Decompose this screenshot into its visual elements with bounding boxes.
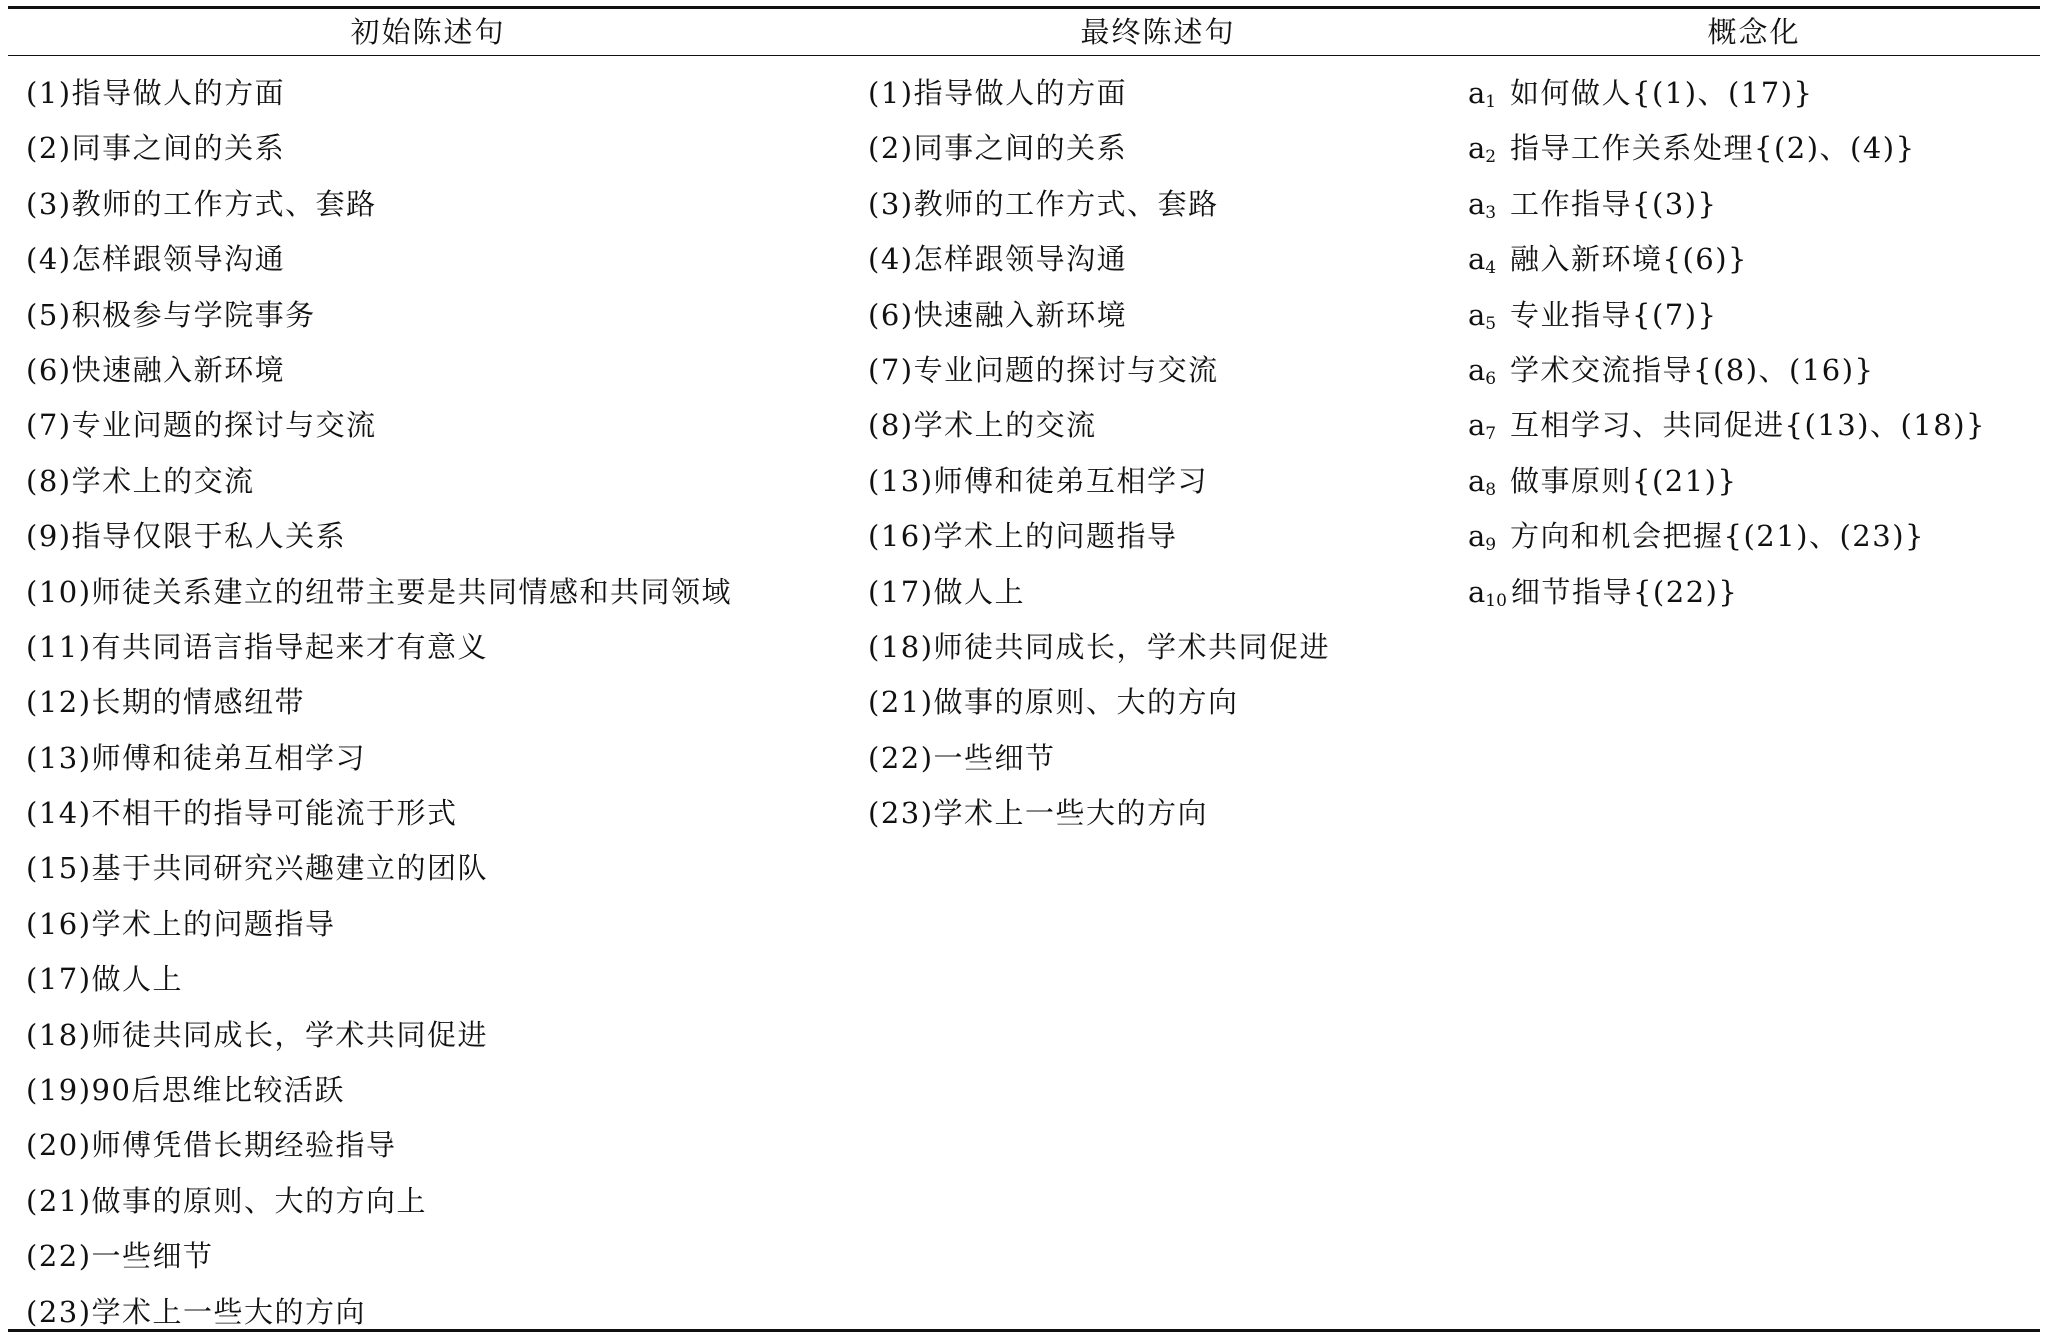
concept-code — [1468, 123, 1506, 182]
final-statements-column — [868, 68, 1468, 843]
concept-code — [1468, 345, 1506, 404]
concept-code-subscript: 2 — [1485, 147, 1497, 168]
initial-statement-row: (14)不相干的指导可能流于形式 — [26, 796, 458, 831]
concept-label: 方向和机会把握{(21)、(23)} — [1510, 519, 1925, 554]
concept-row — [1468, 567, 2040, 622]
concept-code — [1468, 179, 1506, 238]
initial-statement-row: (10)师徒关系建立的纽带主要是共同情感和共同领域 — [26, 574, 733, 609]
final-statement-row: (8)学术上的交流 — [868, 408, 1097, 443]
final-statement-row: (4)怎样跟领导沟通 — [868, 242, 1128, 277]
initial-statement-row: (8)学术上的交流 — [26, 463, 255, 498]
concept-row — [1468, 179, 2040, 234]
concept-code-letter: a — [1468, 76, 1486, 110]
concept-code — [1468, 511, 1506, 570]
concept-code-subscript: 6 — [1485, 368, 1497, 389]
table-top-rule — [8, 6, 2040, 9]
final-statement-row: (13)师傅和徒弟互相学习 — [868, 463, 1209, 498]
concept-row — [1468, 400, 2040, 455]
concept-code-letter: a — [1468, 186, 1486, 221]
initial-statement-row: (20)师傅凭借长期经验指导 — [26, 1128, 397, 1163]
concept-label: 做事原则{(21)} — [1510, 463, 1738, 498]
final-statement-row: (1)指导做人的方面 — [868, 76, 1128, 110]
initial-statement-row: (1)指导做人的方面 — [26, 76, 286, 110]
table-header-rule — [8, 55, 2040, 56]
concept-row — [1468, 511, 2040, 566]
final-statement-row: (22)一些细节 — [868, 740, 1056, 775]
concept-code-subscript: 9 — [1485, 535, 1497, 556]
initial-statement-row: (18)师徒共同成长，学术共同促进 — [26, 1017, 489, 1052]
initial-statement-row: (13)师傅和徒弟互相学习 — [26, 740, 367, 775]
concept-code-subscript: 8 — [1485, 479, 1497, 500]
concept-code-subscript: 4 — [1485, 258, 1497, 279]
final-statement-row: (18)师徒共同成长，学术共同促进 — [868, 629, 1331, 664]
initial-statement-row: (6)快速融入新环境 — [26, 352, 286, 387]
concept-code-letter: a — [1468, 131, 1486, 166]
concept-row — [1468, 234, 2040, 289]
concept-code-subscript: 5 — [1485, 313, 1497, 334]
final-statement-row: (7)专业问题的探讨与交流 — [868, 352, 1219, 387]
initial-statement-row: (4)怎样跟领导沟通 — [26, 242, 286, 277]
concept-code-letter: a — [1468, 408, 1486, 443]
initial-statement-row: (21)做事的原则、大的方向上 — [26, 1183, 428, 1218]
concept-code-subscript: 3 — [1485, 202, 1497, 223]
table-bottom-rule — [8, 1329, 2040, 1332]
concept-code-letter: a — [1468, 242, 1486, 277]
concept-code-letter: a — [1468, 297, 1486, 332]
concept-label: 工作指导{(3)} — [1510, 186, 1718, 221]
final-statement-row: (23)学术上一些大的方向 — [868, 796, 1209, 831]
concept-label: 指导工作关系处理{(2)、(4)} — [1510, 131, 1916, 166]
concepts-column — [1468, 68, 2040, 622]
concept-code — [1468, 456, 1506, 515]
header-final-statements: 最终陈述句 — [1080, 15, 1236, 49]
initial-statement-row: (22)一些细节 — [26, 1239, 214, 1274]
initial-statement-row: (23)学术上一些大的方向 — [26, 1294, 367, 1329]
initial-statement-row: (7)专业问题的探讨与交流 — [26, 408, 377, 443]
concept-label: 细节指导{(22)} — [1510, 574, 1739, 609]
concept-code — [1468, 290, 1506, 349]
concept-table — [8, 6, 2040, 1332]
concept-row — [1468, 456, 2040, 511]
concept-code — [1468, 68, 1506, 127]
header-initial-statements: 初始陈述句 — [350, 15, 506, 49]
concept-label: 学术交流指导{(8)、(16)} — [1510, 352, 1875, 387]
concept-code-subscript: 10 — [1485, 590, 1507, 611]
concept-code — [1468, 567, 1507, 626]
initial-statement-row: (11)有共同语言指导起来才有意义 — [26, 629, 489, 664]
concept-code — [1468, 234, 1506, 293]
initial-statement-row: (15)基于共同研究兴趣建立的团队 — [26, 851, 489, 886]
initial-statements-column — [26, 68, 846, 1342]
concept-code-letter: a — [1468, 519, 1486, 554]
final-statement-row: (6)快速融入新环境 — [868, 297, 1128, 332]
concept-code-subscript: 1 — [1485, 92, 1497, 112]
concept-label: 专业指导{(7)} — [1510, 297, 1718, 332]
concept-code-letter: a — [1468, 574, 1486, 609]
concept-row — [1468, 290, 2040, 345]
concept-code-letter: a — [1468, 352, 1486, 387]
initial-statement-row: (5)积极参与学院事务 — [26, 297, 316, 332]
final-statement-row: (21)做事的原则、大的方向 — [868, 685, 1239, 720]
concept-row — [1468, 123, 2040, 178]
initial-statement-row: (12)长期的情感纽带 — [26, 685, 306, 720]
concept-label: 如何做人{(1)、(17)} — [1510, 76, 1814, 110]
initial-statement-row: (16)学术上的问题指导 — [26, 906, 336, 941]
final-statement-row: (3)教师的工作方式、套路 — [868, 186, 1219, 221]
initial-statement-row: (2)同事之间的关系 — [26, 131, 286, 166]
header-conceptualization: 概念化 — [1707, 15, 1801, 49]
concept-code-letter: a — [1468, 463, 1486, 498]
final-statement-row: (16)学术上的问题指导 — [868, 519, 1178, 554]
final-statement-row: (2)同事之间的关系 — [868, 131, 1128, 166]
initial-statement-row: (17)做人上 — [26, 962, 184, 997]
concept-code — [1468, 400, 1506, 459]
concept-label: 融入新环境{(6)} — [1510, 242, 1748, 277]
concept-label: 互相学习、共同促进{(13)、(18)} — [1510, 408, 1986, 443]
final-statement-row: (17)做人上 — [868, 574, 1026, 609]
concept-row — [1468, 68, 2040, 123]
initial-statement-row: (3)教师的工作方式、套路 — [26, 186, 377, 221]
concept-code-subscript: 7 — [1485, 424, 1497, 445]
initial-statement-row: (19)90后思维比较活跃 — [26, 1073, 345, 1108]
initial-statement-row: (9)指导仅限于私人关系 — [26, 519, 347, 554]
concept-row — [1468, 345, 2040, 400]
